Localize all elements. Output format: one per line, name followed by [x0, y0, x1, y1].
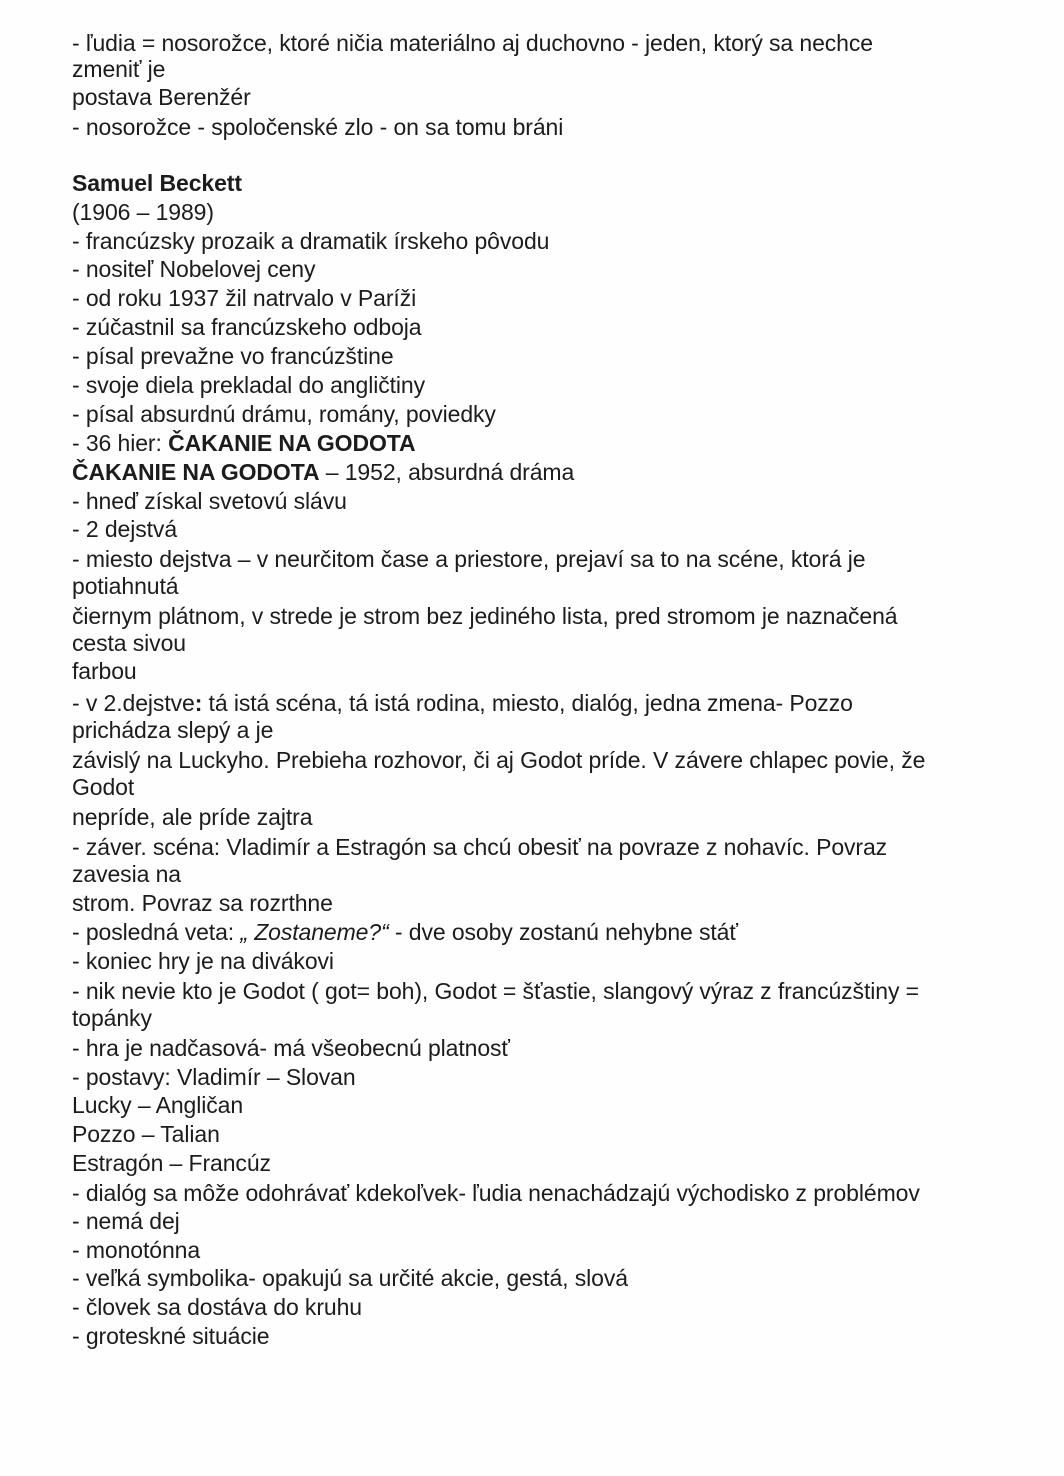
- text-line: - nositeľ Nobelovej ceny: [72, 256, 316, 282]
- text-segment: :: [194, 690, 203, 716]
- text-line: - písal prevažne vo francúzštine: [72, 343, 394, 369]
- text-line: - 2 dejstvá: [72, 516, 178, 542]
- text-line: - písal absurdnú drámu, romány, poviedky: [72, 401, 496, 427]
- text-line: - ľudia = nosorožce, ktoré ničia materiálno aj duchovno - jeden, ktorý sa nechce: [72, 30, 873, 56]
- text-segment: - dve osoby zostanú nehybne stáť: [388, 919, 738, 945]
- text-line: - človek sa dostáva do kruhu: [72, 1294, 362, 1320]
- text-line: - dialóg sa môže odohrávať kdekoľvek- ľudia nenachádzajú východisko z problémov: [72, 1180, 920, 1206]
- text-line: - nosorožce - spoločenské zlo - on sa tomu bráni: [72, 114, 564, 140]
- text-line: - hra je nadčasová- má všeobecnú platnosť: [72, 1035, 510, 1061]
- text-line: Lucky – Angličan: [72, 1092, 244, 1118]
- text-line: - svoje diela prekladal do angličtiny: [72, 372, 426, 398]
- text-line: prichádza slepý a je: [72, 717, 274, 743]
- author-dates: (1906 – 1989): [72, 199, 214, 225]
- text-line: - miesto dejstva – v neurčitom čase a priestore, prejaví sa to na scéne, ktorá je: [72, 546, 866, 572]
- work-title: ČAKANIE NA GODOTA: [72, 459, 320, 485]
- text-line: farbou: [72, 658, 137, 684]
- quote: „ Zostaneme?“: [240, 919, 389, 945]
- text-line: - postavy: Vladimír – Slovan: [72, 1064, 356, 1090]
- text-line: - francúzsky prozaik a dramatik írskeho pôvodu: [72, 228, 550, 254]
- text-line: [72, 432, 416, 455]
- text-segment: tá istá scéna, tá istá rodina, miesto, dialóg, jedna zmena- Pozzo: [202, 690, 853, 716]
- text-segment: - 36 hier:: [72, 430, 169, 456]
- author-heading: Samuel Beckett: [72, 170, 242, 196]
- text-line: zavesia na: [72, 861, 181, 887]
- text-line: topánky: [72, 1005, 152, 1031]
- text-line: [72, 461, 574, 484]
- text-line: čiernym plátnom, v strede je strom bez jediného lista, pred stromom je naznačená: [72, 603, 898, 629]
- text-line: strom. Povraz sa rozrthne: [72, 890, 333, 916]
- text-segment: - v 2.dejstve: [72, 690, 195, 716]
- text-segment: – 1952, absurdná dráma: [319, 459, 575, 485]
- text-line: potiahnutá: [72, 573, 179, 599]
- text-line: závislý na Luckyho. Prebieha rozhovor, či aj Godot príde. V závere chlapec povie, že: [72, 747, 926, 773]
- work-title: ČAKANIE NA GODOTA: [168, 430, 416, 456]
- text-line: - groteskné situácie: [72, 1323, 270, 1349]
- text-line: - hneď získal svetovú slávu: [72, 488, 347, 514]
- text-line: Estragón – Francúz: [72, 1150, 271, 1176]
- text-line: - zúčastnil sa francúzskeho odboja: [72, 314, 422, 340]
- text-line: - koniec hry je na divákovi: [72, 948, 334, 974]
- text-line: nepríde, ale príde zajtra: [72, 804, 313, 830]
- text-segment: - posledná veta:: [72, 919, 241, 945]
- text-line: - monotónna: [72, 1237, 201, 1263]
- text-line: postava Berenžér: [72, 84, 251, 110]
- text-line: - od roku 1937 žil natrvalo v Paríži: [72, 285, 417, 311]
- text-line: Godot: [72, 774, 135, 800]
- text-line: Pozzo – Talian: [72, 1121, 220, 1147]
- text-line: [72, 921, 738, 944]
- text-line: zmeniť je: [72, 56, 166, 82]
- text-line: - veľká symbolika- opakujú sa určité akcie, gestá, slová: [72, 1265, 628, 1291]
- text-line: [72, 692, 853, 715]
- text-line: - záver. scéna: Vladimír a Estragón sa chcú obesiť na povraze z nohavíc. Povraz: [72, 834, 888, 860]
- text-line: cesta sivou: [72, 630, 186, 656]
- text-line: - nemá dej: [72, 1208, 180, 1234]
- text-line: - nik nevie kto je Godot ( got= boh), Godot = šťastie, slangový výraz z francúzštiny =: [72, 978, 919, 1004]
